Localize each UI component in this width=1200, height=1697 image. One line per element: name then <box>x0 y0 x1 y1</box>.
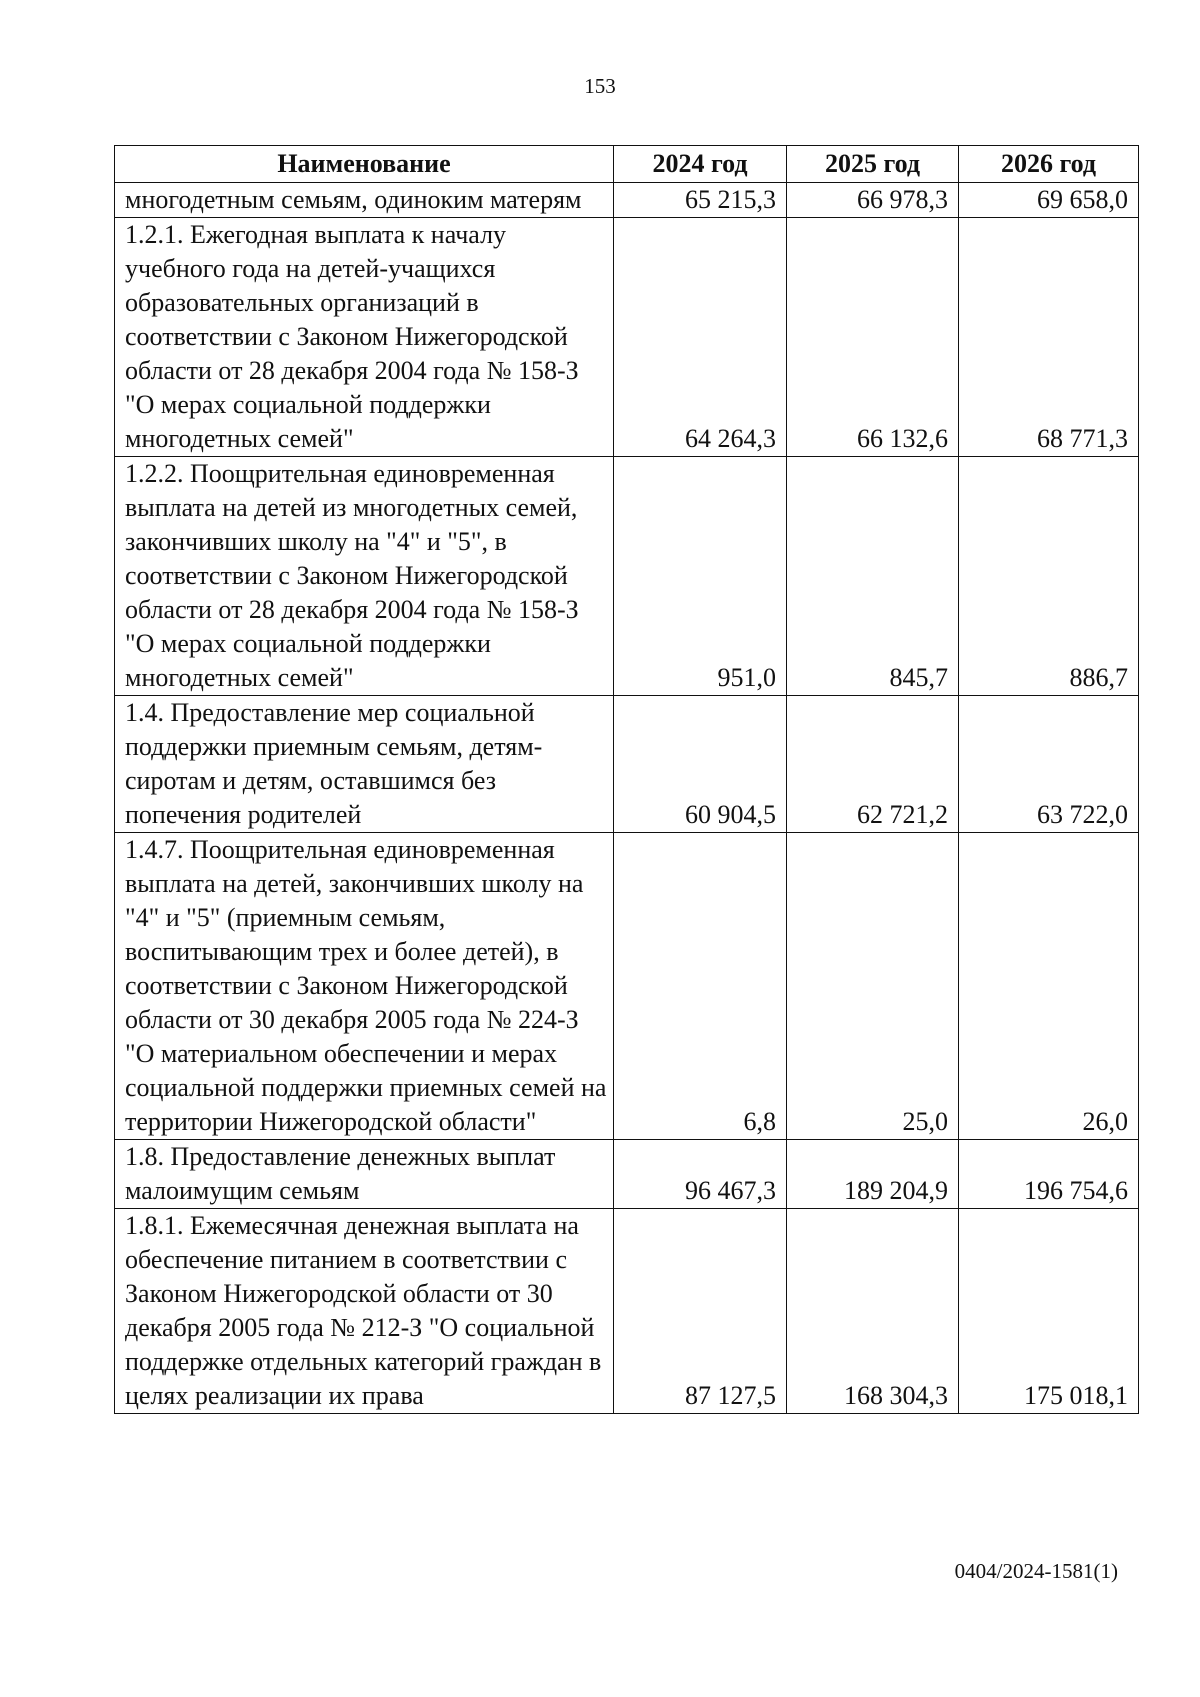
row-value-2025: 62 721,2 <box>787 696 959 833</box>
row-value-2025: 66 978,3 <box>787 183 959 218</box>
row-name: 1.4.7. Поощрительная единовременная выплата на детей, закончивших школу на "4" и "5" (приемным семьям, воспитывающим трех и более детей), в соответствии с Законом Нижегородской области от 30 декабря 2005 года № 224-З "О материальном обеспечении и мерах социальной поддержки приемных семей на территории Нижегородской области" <box>115 833 614 1140</box>
row-name: 1.2.2. Поощрительная единовременная выплата на детей из многодетных семей, закончивших школу на "4" и "5", в соответствии с Законом Нижегородской области от 28 декабря 2004 года № 158-З "О мерах социальной поддержки многодетных семей" <box>115 457 614 696</box>
table-row <box>115 833 1139 1140</box>
header-2025: 2025 год <box>787 146 959 183</box>
table-row <box>115 1140 1139 1209</box>
table-header-row <box>115 146 1139 183</box>
row-value-2024: 6,8 <box>614 833 787 1140</box>
row-name: 1.2.1. Ежегодная выплата к началу учебного года на детей-учащихся образовательных организаций в соответствии с Законом Нижегородской области от 28 декабря 2004 года № 158-З "О мерах социальной поддержки многодетных семей" <box>115 218 614 457</box>
row-value-2026: 175 018,1 <box>959 1209 1139 1414</box>
page-number: 153 <box>584 74 616 98</box>
row-value-2025: 845,7 <box>787 457 959 696</box>
row-value-2024: 951,0 <box>614 457 787 696</box>
header-name: Наименование <box>115 146 614 183</box>
row-value-2025: 168 304,3 <box>787 1209 959 1414</box>
row-value-2026: 886,7 <box>959 457 1139 696</box>
row-name: 1.8. Предоставление денежных выплат малоимущим семьям <box>115 1140 614 1209</box>
table-row <box>115 183 1139 218</box>
table-row <box>115 457 1139 696</box>
row-name: 1.4. Предоставление мер социальной поддержки приемным семьям, детям-сиротам и детям, оставшимся без попечения родителей <box>115 696 614 833</box>
row-value-2024: 65 215,3 <box>614 183 787 218</box>
header-2024: 2024 год <box>614 146 787 183</box>
header-2026: 2026 год <box>959 146 1139 183</box>
row-name: многодетным семьям, одиноким матерям <box>115 183 614 218</box>
row-value-2026: 68 771,3 <box>959 218 1139 457</box>
table-row <box>115 1209 1139 1414</box>
row-value-2024: 60 904,5 <box>614 696 787 833</box>
row-value-2025: 189 204,9 <box>787 1140 959 1209</box>
row-name: 1.8.1. Ежемесячная денежная выплата на обеспечение питанием в соответствии с Законом Нижегородской области от 30 декабря 2005 года № 212-З "О социальной поддержке отдельных категорий граждан в целях реализации их права <box>115 1209 614 1414</box>
row-value-2024: 64 264,3 <box>614 218 787 457</box>
row-value-2025: 66 132,6 <box>787 218 959 457</box>
row-value-2026: 69 658,0 <box>959 183 1139 218</box>
budget-table <box>114 145 1139 1414</box>
row-value-2025: 25,0 <box>787 833 959 1140</box>
row-value-2024: 96 467,3 <box>614 1140 787 1209</box>
table-row <box>115 696 1139 833</box>
row-value-2026: 63 722,0 <box>959 696 1139 833</box>
row-value-2026: 26,0 <box>959 833 1139 1140</box>
document-code: 0404/2024-1581(1) <box>954 1559 1118 1583</box>
table-row <box>115 218 1139 457</box>
row-value-2024: 87 127,5 <box>614 1209 787 1414</box>
row-value-2026: 196 754,6 <box>959 1140 1139 1209</box>
